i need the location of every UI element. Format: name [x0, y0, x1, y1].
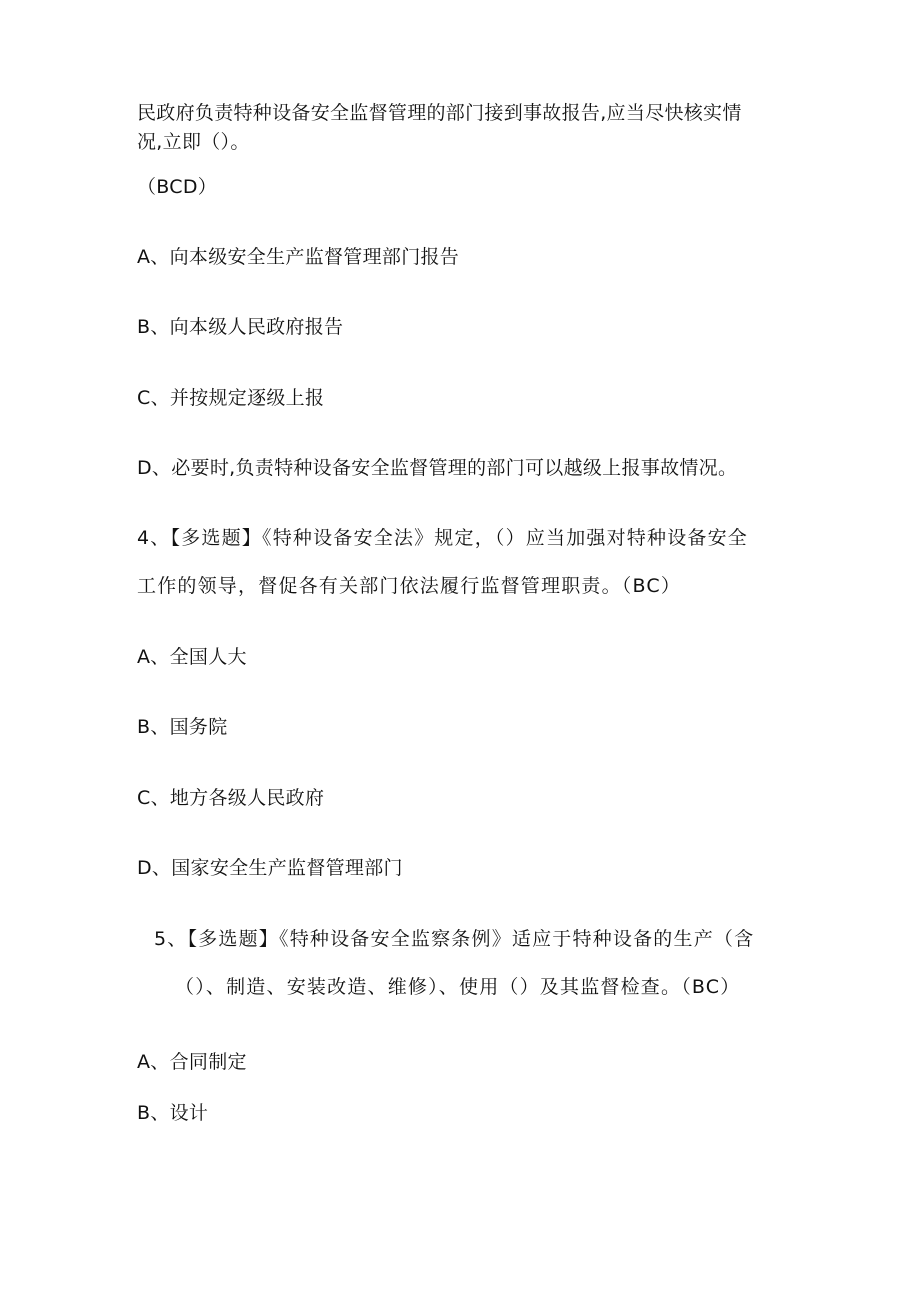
q5-stem-line-1: 5、【多选题】《特种设备安全监察条例》适应于特种设备的生产（含 — [154, 928, 755, 950]
q3-option-b: B、向本级人民政府报告 — [137, 316, 344, 338]
q4-stem-line-2: 工作的领导，督促各有关部门依法履行监督管理职责。（BC） — [137, 575, 682, 597]
q5-option-a: A、合同制定 — [137, 1051, 247, 1073]
q3-stem-line-2: 况,立即（）。 — [137, 131, 250, 153]
q3-option-c: C、并按规定逐级上报 — [137, 387, 325, 409]
q4-option-a: A、全国人大 — [137, 646, 247, 668]
q5-option-b: B、设计 — [137, 1102, 209, 1124]
q4-option-b: B、国务院 — [137, 716, 228, 738]
q5-stem-line-2: （）、制造、安装改造、维修）、使用（）及其监督检查。（BC） — [175, 976, 741, 998]
q3-option-a: A、向本级安全生产监督管理部门报告 — [137, 246, 460, 268]
q4-option-c: C、地方各级人民政府 — [137, 787, 325, 809]
q3-answer: （BCD） — [137, 176, 218, 198]
q4-option-d: D、国家安全生产监督管理部门 — [137, 857, 403, 879]
q3-stem-line-1: 民政府负责特种设备安全监督管理的部门接到事故报告,应当尽快核实情 — [137, 102, 742, 124]
q4-stem-line-1: 4、【多选题】《特种设备安全法》规定，（）应当加强对特种设备安全 — [137, 527, 748, 549]
q3-option-d: D、必要时,负责特种设备安全监督管理的部门可以越级上报事故情况。 — [137, 457, 738, 479]
